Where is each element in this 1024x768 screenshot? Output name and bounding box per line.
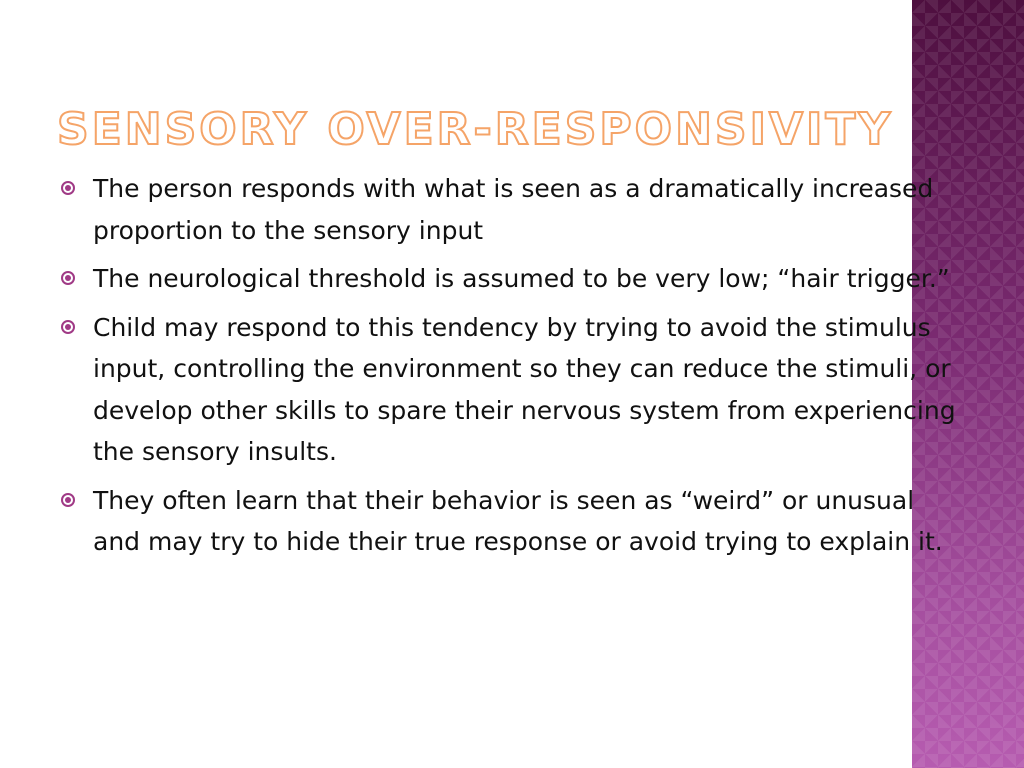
slide-title: SENSORY OVER-RESPONSIVITY <box>57 104 894 155</box>
bullet-text: Child may respond to this tendency by trying to avoid the stimulus input, controlling the environment so they can reduce the stimuli, or develop other skills to spare their nervous system from experiencing the sensory insults. <box>93 312 956 466</box>
target-bullet-icon <box>61 181 75 195</box>
target-bullet-icon <box>61 320 75 334</box>
bullet-text: The neurological threshold is assumed to be very low; “hair trigger.” <box>93 264 950 293</box>
list-item <box>57 307 962 473</box>
list-item <box>57 168 962 251</box>
target-bullet-icon <box>61 493 75 507</box>
list-item <box>57 258 962 300</box>
list-item <box>57 480 962 563</box>
bullet-text: They often learn that their behavior is seen as “weird” or unusual and may try to hide their true response or avoid trying to explain it. <box>93 485 943 556</box>
target-bullet-icon <box>61 271 75 285</box>
bullet-text: The person responds with what is seen as a dramatically increased proportion to the sensory input <box>93 174 934 245</box>
bullet-list <box>57 168 962 570</box>
